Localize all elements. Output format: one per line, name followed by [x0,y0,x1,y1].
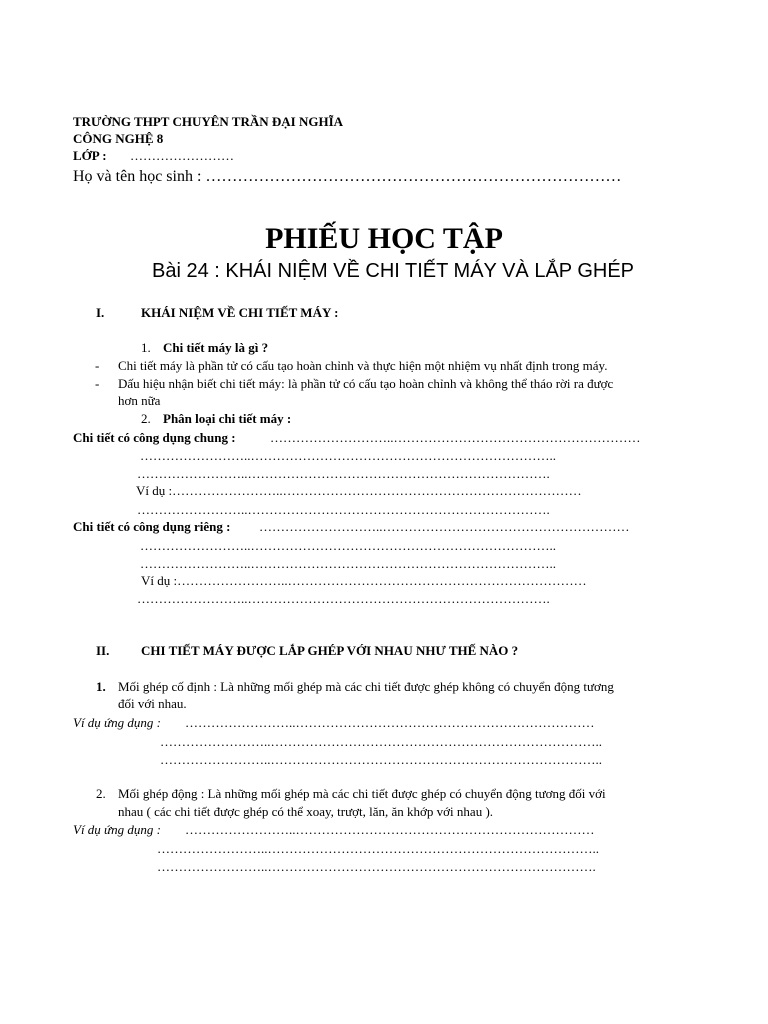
bullet-definition: Chi tiết máy là phần tử có cấu tạo hoàn chỉnh và thực hiện một nhiệm vụ nhất định trong máy. [118,358,608,373]
answer-blank[interactable]: ……………………..………………………………………………………………….. [160,752,602,767]
bullet-identification: Dấu hiệu nhận biết chi tiết máy: là phần tử có cấu tạo hoàn chỉnh và không thể tháo rời ra được [118,376,614,391]
answer-blank[interactable]: ……………………..…………………………………………………………….. [140,556,556,571]
answer-blank[interactable]: ………………………..………………………………………………… [270,430,641,445]
subject-name: CÔNG NGHỆ 8 [73,131,164,146]
answer-blank[interactable]: ……………………..………………………………………………………………….. [160,734,602,749]
special-parts-label: Chi tiết có công dụng riêng : [73,519,231,534]
student-name-line: Họ và tên học sinh : …………………………………………………………………… [73,168,622,185]
q2-number: 2. [141,411,151,426]
answer-blank[interactable]: ……………………..……………………………………………………………. [137,502,550,517]
bullet-dash: - [95,358,100,373]
answer-blank[interactable]: ……………………..…………………………………………………………… [185,822,595,837]
item2-number: 2. [96,786,106,801]
class-label: LỚP : [73,148,107,163]
answer-blank[interactable]: ……………………..…………………………………………………………… [185,715,595,730]
section2-numeral: II. [96,643,110,658]
answer-blank[interactable]: ………………………..………………………………………………… [259,519,630,534]
q1-title: Chi tiết máy là gì ? [163,340,269,355]
answer-blank[interactable]: ……………………..…………………………………………………………….. [140,448,556,463]
example-general-blank[interactable]: Ví dụ :……………………..…………………………………………………………… [136,483,582,498]
bullet-identification-cont: hơn nữa [118,393,161,408]
school-name: TRƯỜNG THPT CHUYÊN TRẦN ĐẠI NGHĨA [73,114,344,129]
q2-title: Phân loại chi tiết máy : [163,411,292,426]
answer-blank[interactable]: ……………………..…………………………………………………………….. [140,538,556,553]
item1-number: 1. [96,679,106,694]
application-label: Ví dụ ứng dụng : [73,822,161,837]
answer-blank[interactable]: ……………………..……………………………………………………………. [137,591,550,606]
section2-heading: CHI TIẾT MÁY ĐƯỢC LẮP GHÉP VỚI NHAU NHƯ THẾ NÀO ? [141,643,519,658]
application-label: Ví dụ ứng dụng : [73,715,161,730]
section1-numeral: I. [96,305,105,320]
q1-number: 1. [141,340,151,355]
fixed-joint-definition: Mối ghép cố định : Là những mối ghép mà các chi tiết được ghép không có chuyển động tương [118,679,614,694]
answer-blank[interactable]: ……………………..…………………………………………………………………. [157,859,596,874]
class-blank: …………………… [130,148,234,163]
bullet-dash: - [95,376,100,391]
moving-joint-definition: Mối ghép động : Là những mối ghép mà các chi tiết được ghép có chuyển động tương đối với [118,786,606,801]
answer-blank[interactable]: ……………………..……………………………………………………………. [137,466,550,481]
fixed-joint-definition-cont: đối với nhau. [118,696,187,711]
page-title: PHIẾU HỌC TẬP [265,222,503,255]
answer-blank[interactable]: ……………………..………………………………………………………………….. [157,841,599,856]
moving-joint-definition-cont: nhau ( các chi tiết được ghép có thể xoay, trượt, lăn, ăn khớp với nhau ). [118,804,494,819]
example-special-blank[interactable]: Ví dụ :……………………..…………………………………………………………… [141,573,587,588]
section1-heading: KHÁI NIỆM VỀ CHI TIẾT MÁY : [141,305,339,320]
lesson-title: Bài 24 : KHÁI NIỆM VỀ CHI TIẾT MÁY VÀ LẮP GHÉP [151,260,635,282]
general-parts-label: Chi tiết có công dụng chung : [73,430,236,445]
